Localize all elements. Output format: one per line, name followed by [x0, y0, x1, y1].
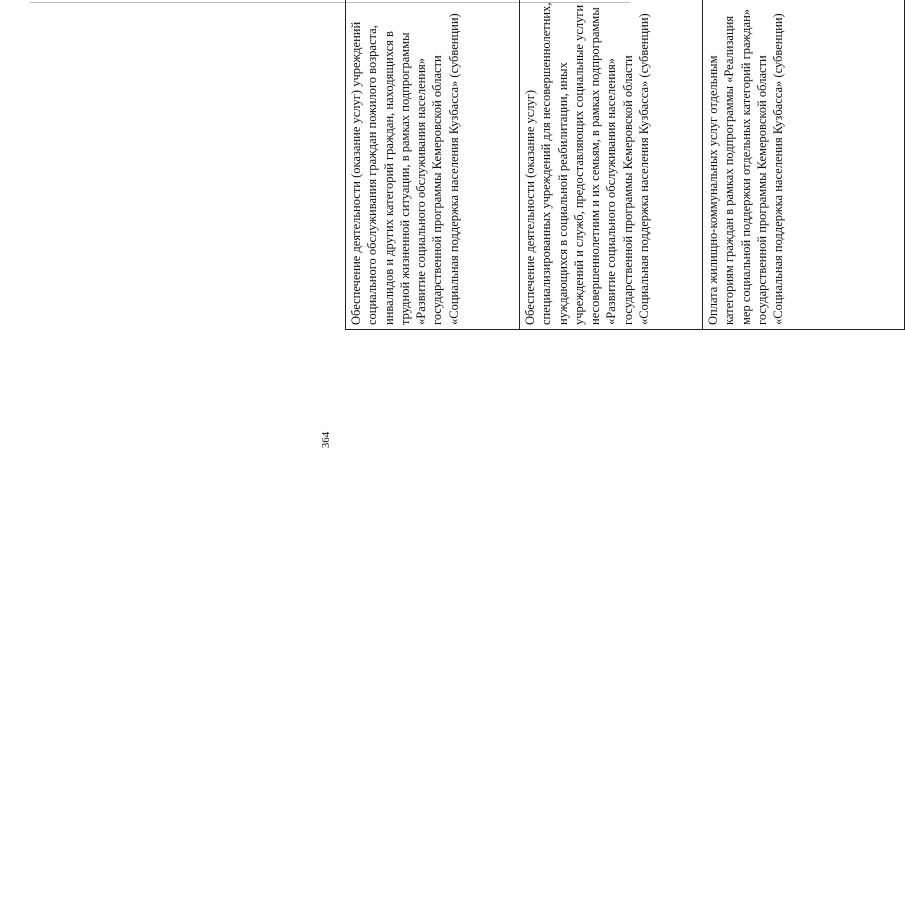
table-row: [346, 0, 520, 330]
row-description: Обеспечение деятельности (оказание услуг) учреждений социального обслуживания граждан пожилого возраста, инвалидов и других категорий граждан, находящихся в трудной жизненной ситуации, в рамках подпрограммы «Развитие социального обслуживания населения» государственной программы Кемеровской области «Социальная поддержка населения Кузбасса» (субвенции): [346, 0, 520, 330]
row-description: Обеспечение деятельности (оказание услуг) специализированных учреждений для несовершеннолетних, нуждающихся в социальной реабилитации, иных учреждений и служб, предоставляющих социальные услуги несовершеннолетним и их семьям, в рамках подпрограммы «Развитие социального обслуживания населения» государственной программы Кемеровской области «Социальная поддержка населения Кузбасса» (субвенции): [520, 0, 703, 330]
budget-table: [345, 0, 905, 330]
table-row: [520, 0, 703, 330]
row-description: Оплата жилищно-коммунальных услуг отдельным категориям граждан в рамках подпрограммы «Реализация мер социальной поддержки отдельных категорий граждан» государственной программы Кемеровской области «Социальная поддержка населения Кузбасса» (субвенции): [703, 0, 905, 330]
page-number: 364: [320, 431, 332, 449]
rotated-table-wrapper: [345, 0, 889, 330]
table-row: [703, 0, 905, 330]
